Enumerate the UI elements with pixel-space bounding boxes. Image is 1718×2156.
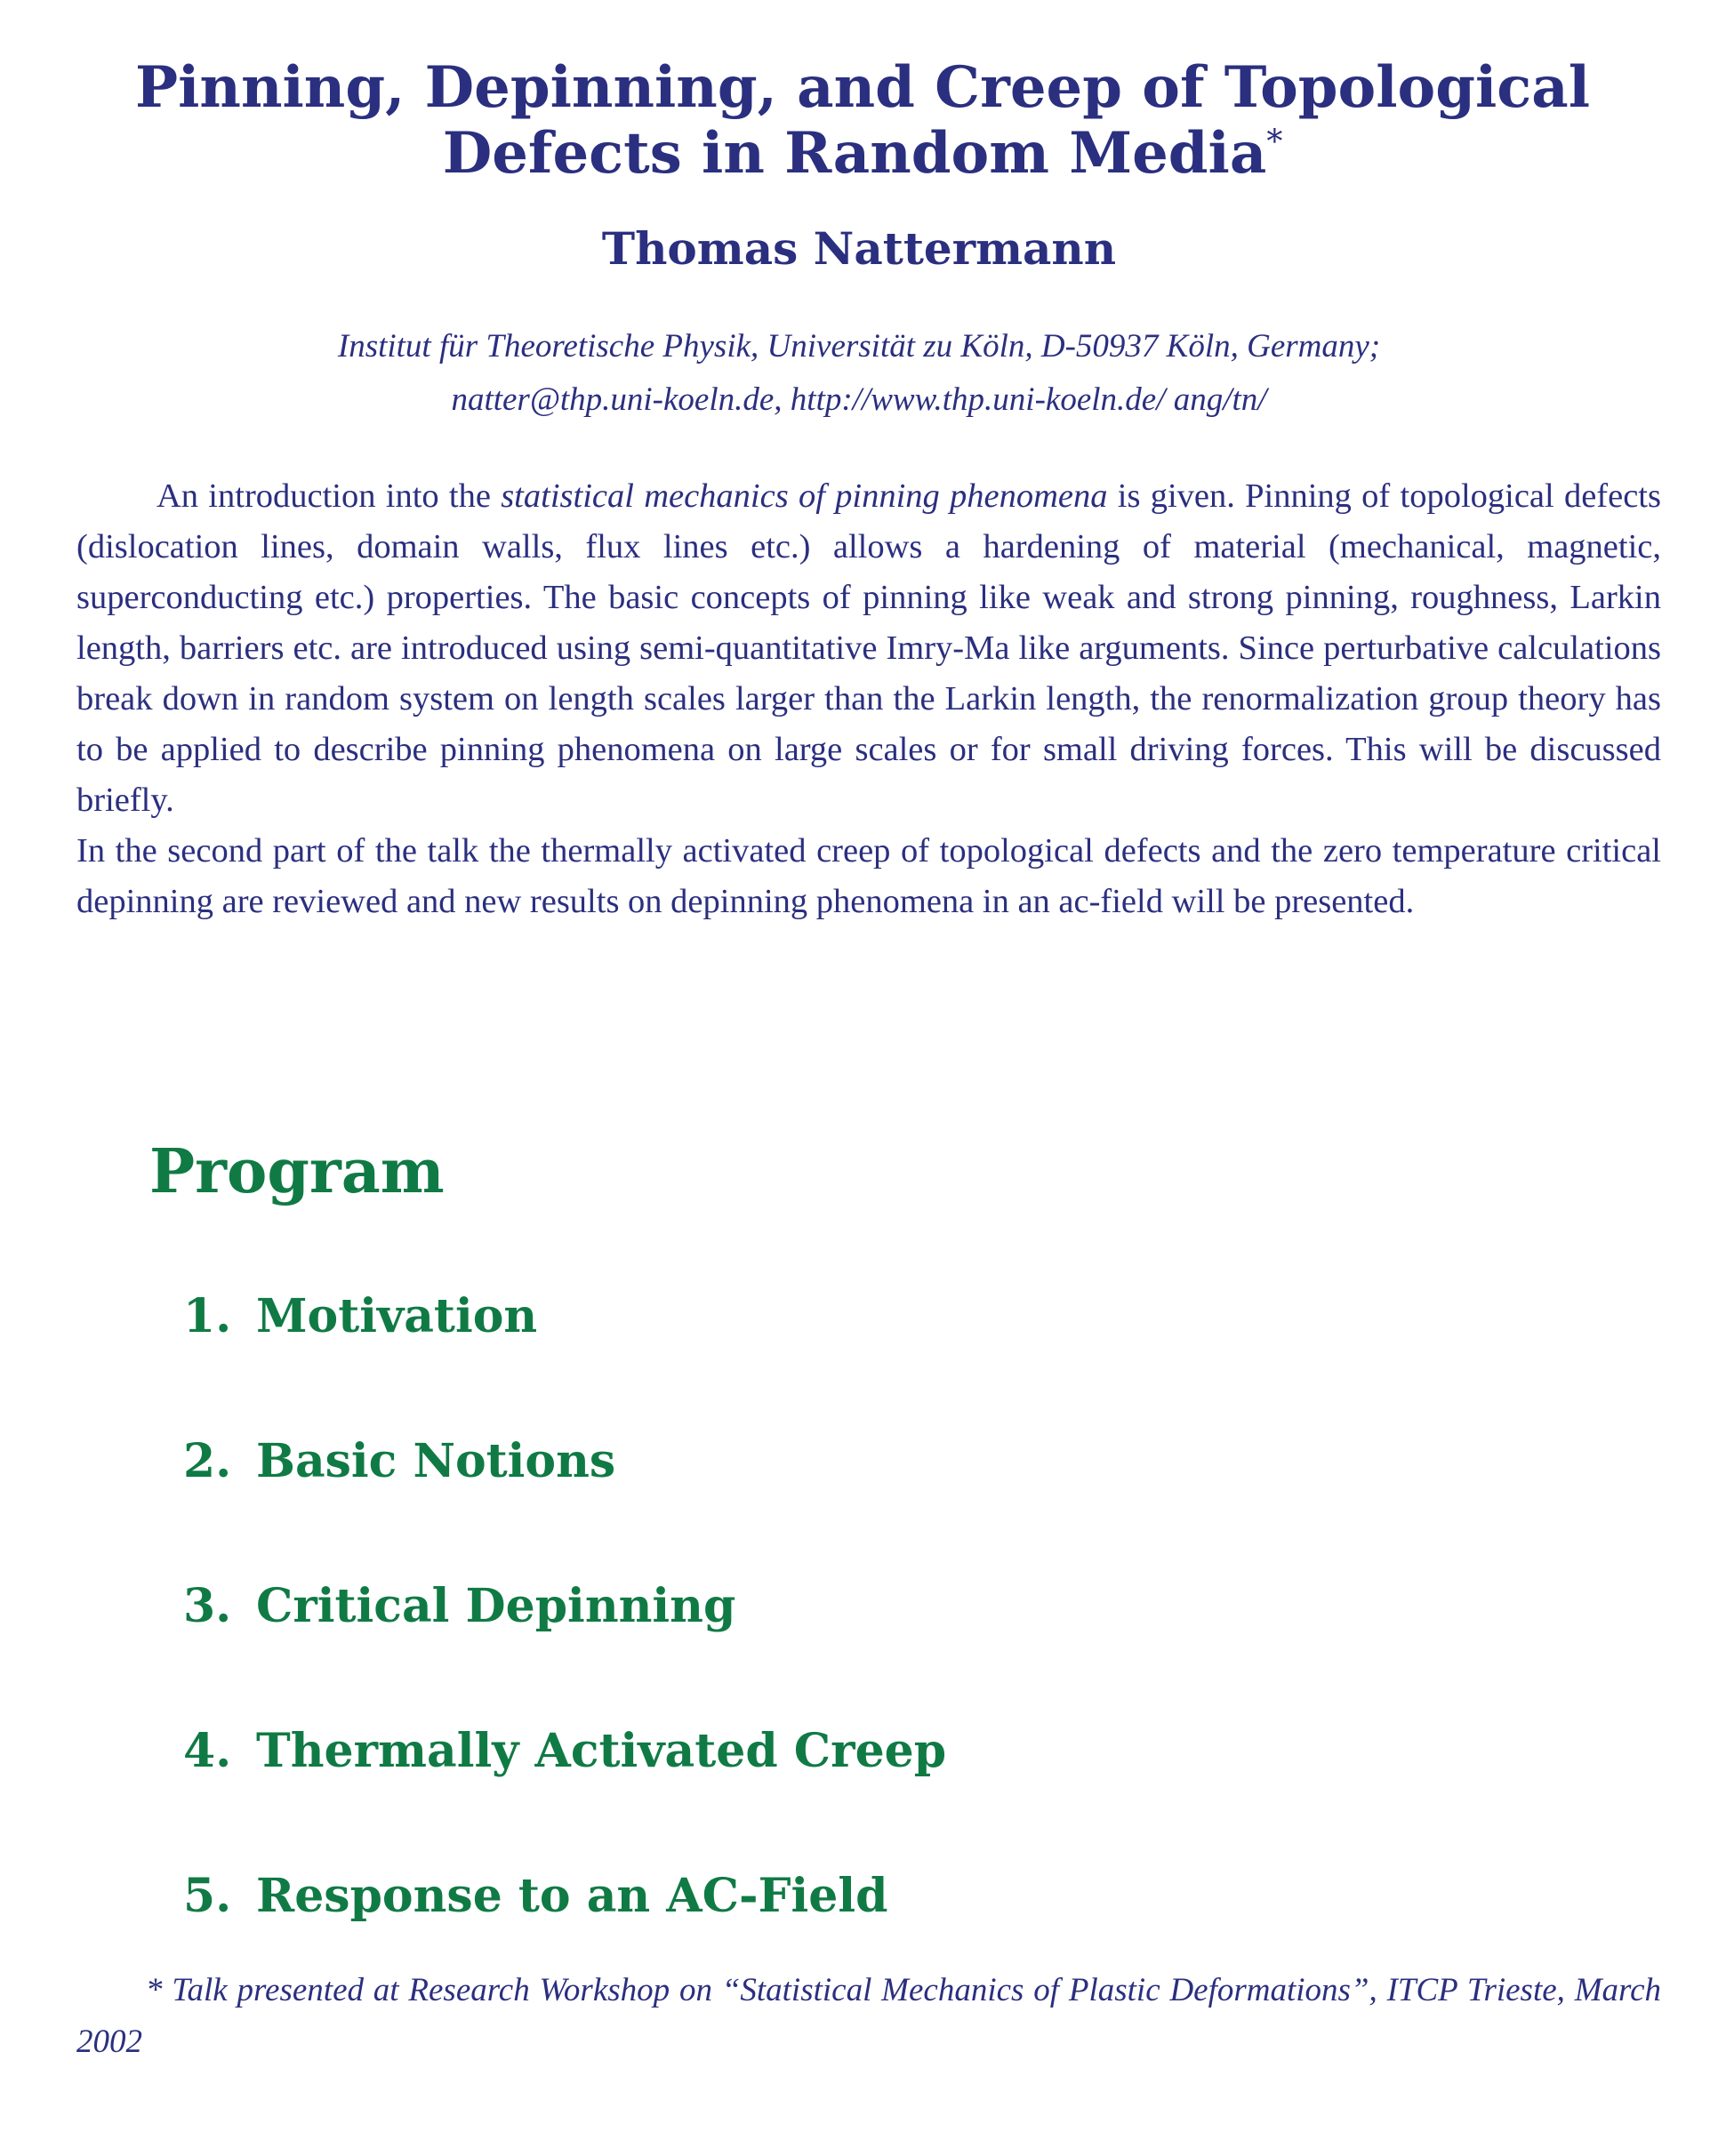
program-item-number: 3. <box>183 1579 232 1633</box>
program-item-number: 4. <box>183 1724 232 1778</box>
program-item-label: Thermally Activated Creep <box>256 1724 947 1778</box>
abstract-p1-start: An introduction into the <box>157 477 502 515</box>
paper-title <box>107 55 1618 187</box>
abstract-paragraph-1 <box>76 471 1661 826</box>
abstract-paragraph-2: In the second part of the talk the thermally activated creep of topological defects and the zero temperature critical depinning are reviewed and new results on depinning phenomena in an ac-field will be presented. <box>76 832 1661 920</box>
title-footnote-marker: * <box>1266 124 1283 161</box>
program-item-label: Critical Depinning <box>256 1579 736 1633</box>
title-text: Pinning, Depinning, and Creep of Topological Defects in Random Media <box>134 54 1591 187</box>
footnote: * Talk presented at Research Workshop on “Statistical Mechanics of Plastic Deformations”, ITCP Trieste, March 2002 <box>76 1972 1661 2060</box>
program-item-number: 5. <box>183 1869 232 1923</box>
affiliation-line-1: Institut für Theoretische Physik, Universität zu Köln, D-50937 Köln, Germany; <box>337 328 1381 365</box>
program-item-label: Motivation <box>256 1289 538 1343</box>
abstract <box>76 471 1661 927</box>
author-name: Thomas Nattermann <box>601 222 1117 275</box>
affiliation-line-2: natter@thp.uni-koeln.de, http://www.thp.uni-koeln.de/ ang/tn/ <box>451 381 1267 418</box>
abstract-p1-emphasis: statistical mechanics of pinning phenomena <box>501 477 1108 515</box>
affiliation <box>89 320 1629 427</box>
abstract-p1-rest: is given. Pinning of topological defects (dislocation lines, domain walls, flux lines etc.) allows a hardening of material (mechanical, magnetic, superconducting etc.) properties. The basic concepts of pinning like weak and strong pinning, roughness, Larkin length, barriers etc. are introduced using semi-quantitative Imry-Ma like arguments. Since perturbative calculations break down in random system on length scales larger than the Larkin length, the renormalization group theory has to be applied to describe pinning phenomena on large scales or for small driving forces. This will be discussed briefly. <box>76 477 1661 819</box>
program-item-label: Response to an AC-Field <box>256 1869 888 1923</box>
program-item <box>183 1289 946 1434</box>
program-item <box>183 1434 946 1579</box>
program-item <box>183 1579 946 1724</box>
program-item-number: 2. <box>183 1434 232 1488</box>
program-list <box>183 1289 946 2014</box>
program-item-number: 1. <box>183 1289 232 1343</box>
program-item <box>183 1724 946 1869</box>
program-item-label: Basic Notions <box>256 1434 616 1488</box>
program-heading: Program <box>149 1136 445 1207</box>
